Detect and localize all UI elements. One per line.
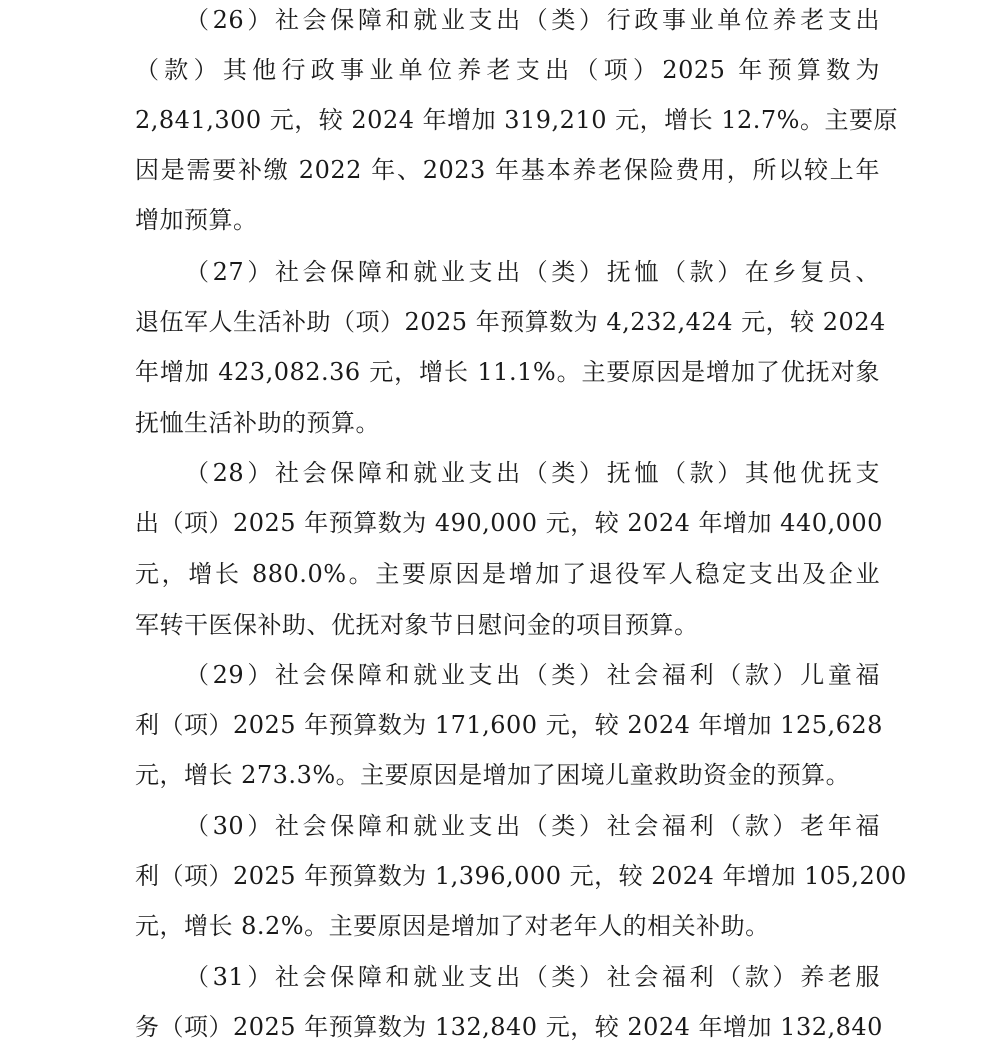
paragraph-line: （27）社会保障和就业支出（类）抚恤（款）在乡复员、: [185, 258, 880, 286]
paragraph-line: （30）社会保障和就业支出（类）社会福利（款）老年福: [185, 812, 880, 840]
paragraph-line: 利（项）2025 年预算数为 171,600 元，较 2024 年增加 125,628: [135, 711, 883, 739]
paragraph-line: （26）社会保障和就业支出（类）行政事业单位养老支出: [185, 6, 880, 34]
paragraph-line: 年增加 423,082.36 元，增长 11.1%。主要原因是增加了优抚对象: [135, 358, 880, 386]
paragraph-line: （29）社会保障和就业支出（类）社会福利（款）儿童福: [185, 661, 880, 689]
paragraph-line: 2,841,300 元，较 2024 年增加 319,210 元，增长 12.7%。主要原: [135, 106, 898, 134]
paragraph-line: 退伍军人生活补助（项）2025 年预算数为 4,232,424 元，较 2024: [135, 308, 886, 336]
paragraph-line: （31）社会保障和就业支出（类）社会福利（款）养老服: [185, 963, 880, 991]
paragraph-line: 出（项）2025 年预算数为 490,000 元，较 2024 年增加 440,000: [135, 509, 883, 537]
paragraph-line: 军转干医保补助、优抚对象节日慰问金的项目预算。: [135, 611, 699, 639]
paragraph-line: （款）其他行政事业单位养老支出（项）2025 年预算数为: [135, 56, 880, 84]
paragraph-line: 因是需要补缴 2022 年、2023 年基本养老保险费用，所以较上年: [135, 156, 880, 184]
paragraph-line: 元，增长 880.0%。主要原因是增加了退役军人稳定支出及企业: [135, 560, 880, 588]
paragraph-line: 利（项）2025 年预算数为 1,396,000 元，较 2024 年增加 105,200: [135, 862, 907, 890]
paragraph-line: （28）社会保障和就业支出（类）抚恤（款）其他优抚支: [185, 459, 880, 487]
paragraph-line: 元，增长 8.2%。主要原因是增加了对老年人的相关补助。: [135, 912, 770, 940]
paragraph-line: 抚恤生活补助的预算。: [135, 409, 380, 437]
paragraph-line: 元，增长 273.3%。主要原因是增加了困境儿童救助资金的预算。: [135, 761, 851, 789]
paragraph-line: 务（项）2025 年预算数为 132,840 元，较 2024 年增加 132,840: [135, 1013, 883, 1041]
paragraph-line: 增加预算。: [135, 206, 258, 234]
